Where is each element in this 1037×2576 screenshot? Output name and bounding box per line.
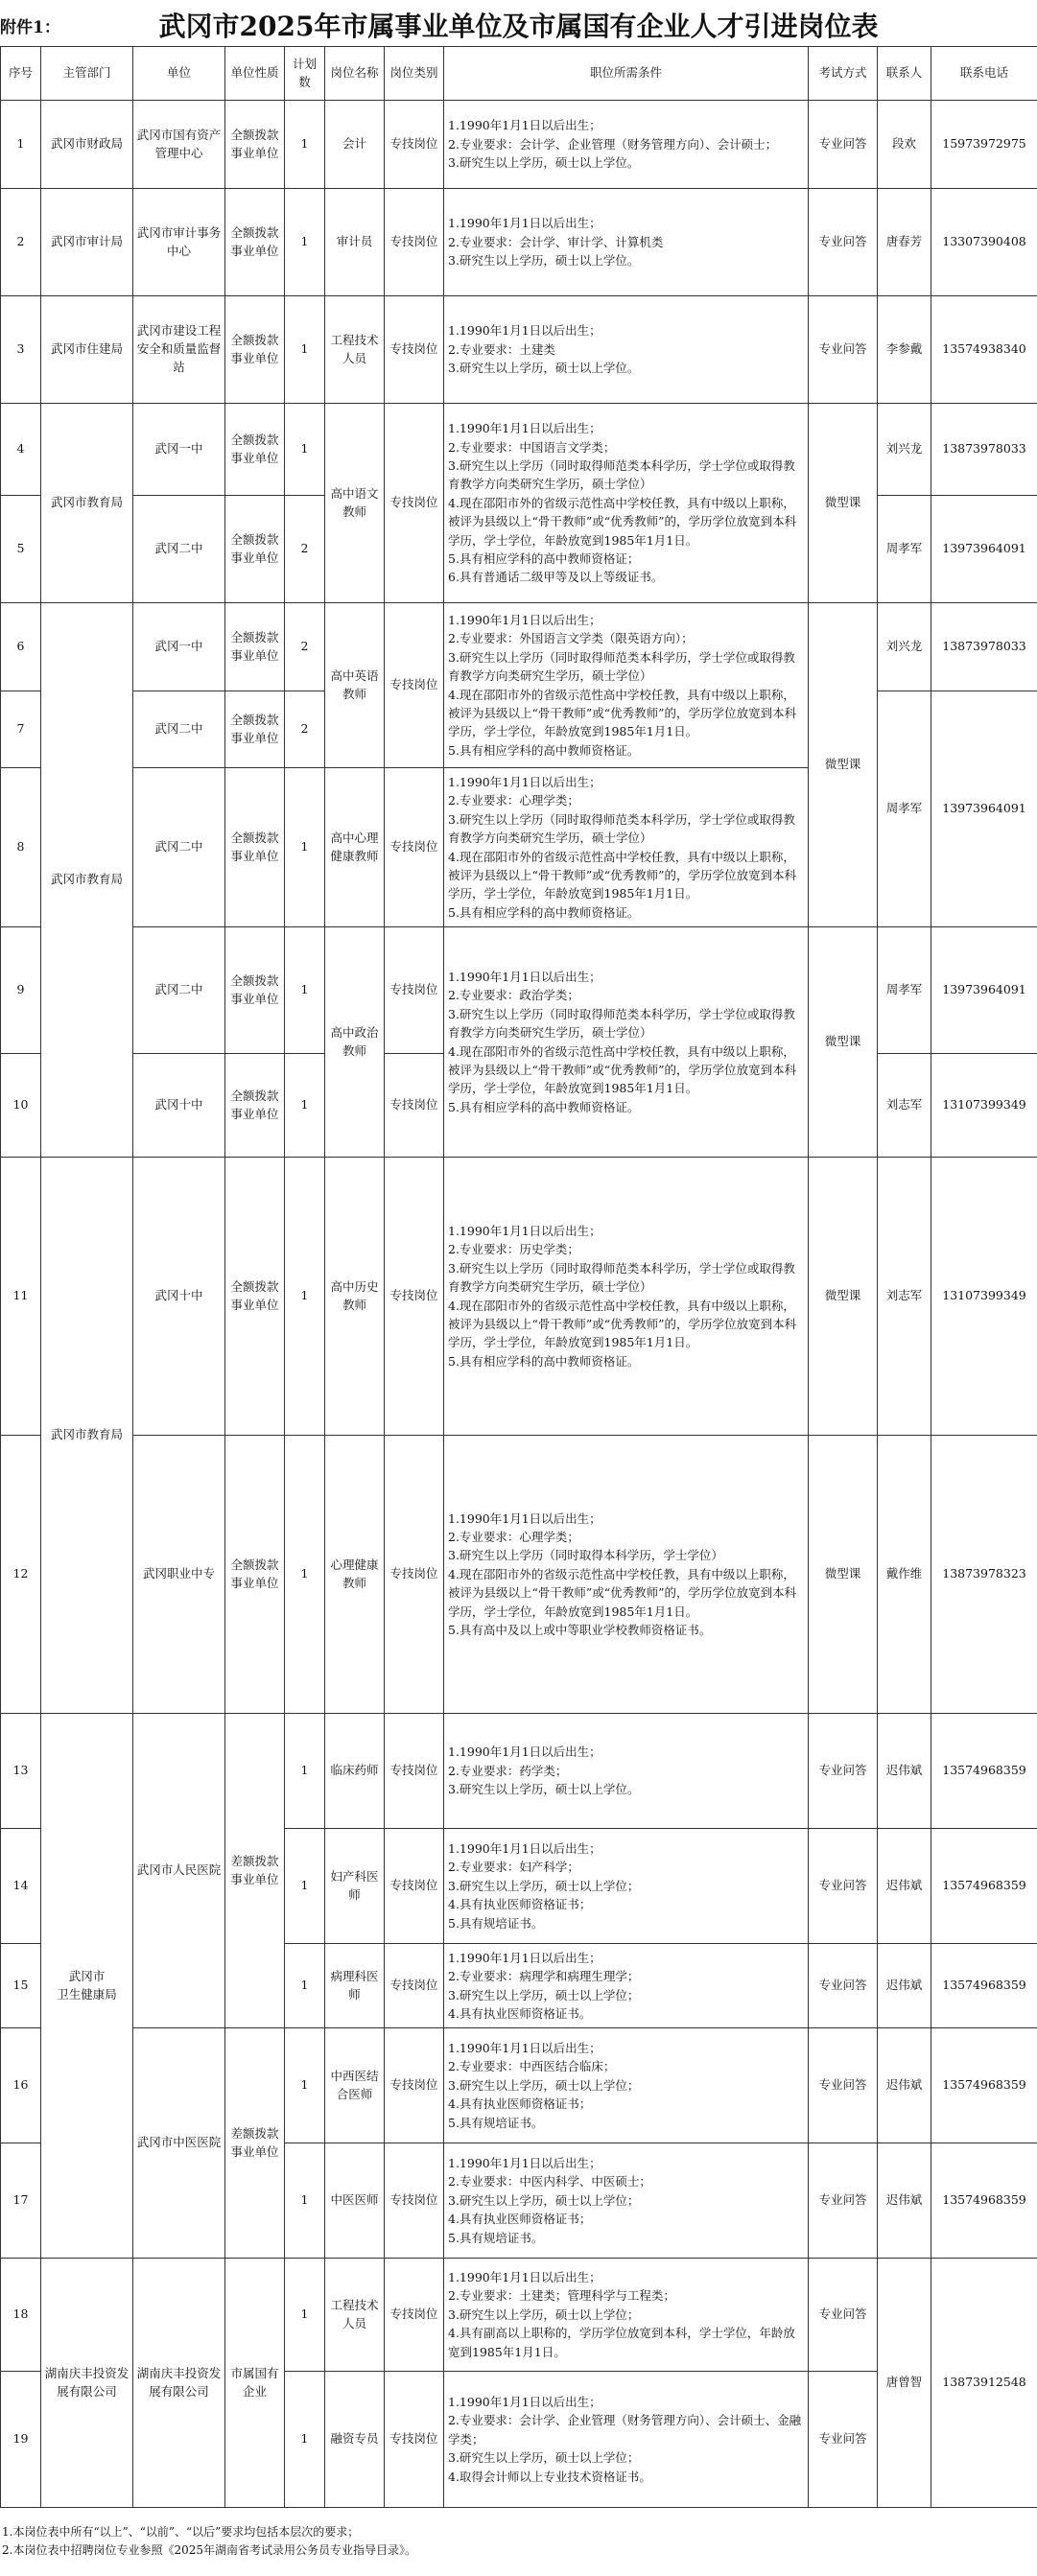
condition-line: 2.专业要求：会计学、企业管理（财务管理方向）、会计硕士、金融学类； bbox=[448, 2413, 802, 2447]
contact-cell: 迟伟斌 bbox=[878, 1944, 931, 2028]
seq-cell: 5 bbox=[1, 496, 41, 603]
dept-cell: 湖南庆丰投资发展有限公司 bbox=[41, 2259, 133, 2508]
post-type-cell: 专技岗位 bbox=[385, 2028, 444, 2143]
phone-cell: 13107399349 bbox=[931, 1158, 1037, 1436]
condition-line: 4.现在邵阳市外的省级示范性高中学校任教，具有中级以上职称，被评为县级以上“骨干教师”或“优秀教师”的，学历学位放宽到本科学历，学士学位，年龄放宽到1985年1月1日。 bbox=[448, 1566, 797, 1619]
post-type-cell: 专技岗位 bbox=[385, 1054, 444, 1158]
contact-cell: 迟伟斌 bbox=[878, 2028, 931, 2143]
condition-line: 4.现在邵阳市外的省级示范性高中学校任教，具有中级以上职称，被评为县级以上“骨干教师”或“优秀教师”的，学历学位放宽到本科学历，学士学位，年龄放宽到1985年1月1日。 bbox=[448, 1298, 797, 1350]
seq-cell: 7 bbox=[1, 691, 41, 768]
unit-cell: 武冈二中 bbox=[133, 927, 225, 1054]
unit-cell: 武冈二中 bbox=[133, 691, 225, 768]
seq-cell: 16 bbox=[1, 2028, 41, 2143]
post-type-cell: 专技岗位 bbox=[385, 2259, 444, 2372]
unit-cell: 湖南庆丰投资发展有限公司 bbox=[133, 2259, 225, 2508]
page-title: 武冈市2025年市属事业单位及市属国有企业人才引进岗位表 bbox=[158, 11, 879, 42]
phone-cell: 13873912548 bbox=[931, 2259, 1037, 2508]
post-name-cell: 高中历史教师 bbox=[325, 1158, 385, 1436]
plan-cell: 1 bbox=[285, 1158, 325, 1436]
seq-cell: 10 bbox=[1, 1054, 41, 1158]
phone-cell: 13574968359 bbox=[931, 1944, 1037, 2028]
condition-line: 3.研究生以上学历，硕士以上学位； bbox=[448, 1878, 640, 1893]
exam-cell: 专业问答 bbox=[809, 2028, 878, 2143]
condition-line: 3.研究生以上学历，硕士以上学位； bbox=[448, 2077, 640, 2093]
conditions-cell bbox=[444, 1158, 809, 1436]
contact-cell: 周孝军 bbox=[878, 927, 931, 1054]
table-row bbox=[1, 2259, 1037, 2372]
condition-line: 2.专业要求：政治学类； bbox=[448, 988, 579, 1003]
table-row bbox=[1, 1714, 1037, 1829]
condition-line: 3.研究生以上学历，硕士以上学位。 bbox=[448, 253, 640, 269]
table-row bbox=[1, 404, 1037, 496]
phone-cell: 13574968359 bbox=[931, 2143, 1037, 2259]
table-row bbox=[1, 1158, 1037, 1436]
contact-cell: 刘志军 bbox=[878, 1054, 931, 1158]
post-name-cell: 审计员 bbox=[325, 189, 385, 296]
conditions-cell bbox=[444, 1436, 809, 1714]
condition-line: 5.具有高中及以上或中等职业学校教师资格证书。 bbox=[448, 1622, 712, 1637]
condition-line: 3.研究生以上学历，硕士以上学位； bbox=[448, 2192, 640, 2208]
unit-cell: 武冈市建设工程安全和质量监督站 bbox=[133, 296, 225, 404]
nature-cell: 全额拨款事业单位 bbox=[225, 189, 285, 296]
contact-cell: 迟伟斌 bbox=[878, 1829, 931, 1944]
condition-line: 3.研究生以上学历，硕士以上学位； bbox=[448, 2307, 640, 2322]
condition-line: 3.研究生以上学历（同时取得师范类本科学历，学士学位或取得教育教学方向类研究生学历，硕士学位） bbox=[448, 811, 795, 846]
table-row bbox=[1, 2028, 1037, 2143]
seq-cell: 4 bbox=[1, 404, 41, 496]
post-type-cell: 专技岗位 bbox=[385, 2143, 444, 2259]
phone-cell: 13973964091 bbox=[931, 496, 1037, 603]
unit-cell: 武冈职业中专 bbox=[133, 1436, 225, 1714]
footnote: 1.本岗位表中所有“以上”、“以前”、“以后”要求均包括本层次的要求； bbox=[2, 2525, 360, 2539]
unit-cell: 武冈十中 bbox=[133, 1054, 225, 1158]
condition-line: 3.研究生以上学历，硕士以上学位； bbox=[448, 1987, 640, 2002]
phone-cell: 13574968359 bbox=[931, 2028, 1037, 2143]
nature-cell: 全额拨款事业单位 bbox=[225, 404, 285, 496]
contact-cell: 迟伟斌 bbox=[878, 1714, 931, 1829]
condition-line: 3.研究生以上学历（同时取得师范类本科学历，学士学位或取得教育教学方向类研究生学历，硕士学位） bbox=[448, 1260, 795, 1295]
condition-line: 6.具有普通话二级甲等及以上等级证书。 bbox=[448, 570, 664, 585]
condition-line: 2.专业要求：中医内科学、中医硕士； bbox=[448, 2174, 651, 2190]
condition-line: 1.1990年1月1日以后出生； bbox=[448, 1745, 601, 1760]
nature-cell: 全额拨款事业单位 bbox=[225, 691, 285, 768]
header-nature: 单位性质 bbox=[225, 47, 285, 101]
condition-line: 2.专业要求：药学类； bbox=[448, 1763, 568, 1778]
condition-line: 4.具有执业医师资格证书。 bbox=[448, 2005, 592, 2021]
contact-cell: 唐曾智 bbox=[878, 2259, 931, 2508]
post-name-cell: 高中心理健康教师 bbox=[325, 768, 385, 927]
condition-line: 2.专业要求：历史学类； bbox=[448, 1242, 579, 1257]
contact-cell: 刘志军 bbox=[878, 1158, 931, 1436]
phone-cell: 13973964091 bbox=[931, 691, 1037, 927]
conditions-cell bbox=[444, 1829, 809, 1944]
condition-line: 2.专业要求：心理学类； bbox=[448, 793, 579, 808]
post-name-cell: 高中英语教师 bbox=[325, 603, 385, 768]
footnote: 2.本岗位表中招聘岗位专业参照《2025年湖南省考试录用公务员专业指导目录》。 bbox=[2, 2542, 416, 2557]
exam-cell: 专业问答 bbox=[809, 2259, 878, 2372]
dept-cell: 武冈市财政局 bbox=[41, 101, 133, 189]
phone-cell: 13574968359 bbox=[931, 1714, 1037, 1829]
condition-line: 5.具有相应学科的高中教师资格证； bbox=[448, 550, 640, 566]
plan-cell: 1 bbox=[285, 296, 325, 404]
post-type-cell: 专技岗位 bbox=[385, 296, 444, 404]
nature-cell: 差额拨款事业单位 bbox=[225, 2028, 285, 2259]
condition-line: 4.取得会计师以上专业技术资格证书。 bbox=[448, 2469, 651, 2484]
post-name-cell: 融资专员 bbox=[325, 2372, 385, 2508]
post-name-cell: 工程技术人员 bbox=[325, 296, 385, 404]
condition-line: 3.研究生以上学历（同时取得师范类本科学历，学士学位或取得教育教学方向类研究生学历，硕士学位） bbox=[448, 1006, 795, 1041]
seq-cell: 11 bbox=[1, 1158, 41, 1436]
contact-cell: 周孝军 bbox=[878, 691, 931, 927]
exam-cell: 专业问答 bbox=[809, 189, 878, 296]
phone-cell: 13574938340 bbox=[931, 296, 1037, 404]
nature-cell: 市属国有企业 bbox=[225, 2259, 285, 2508]
contact-cell: 戴作维 bbox=[878, 1436, 931, 1714]
condition-line: 5.具有规培证书。 bbox=[448, 2230, 544, 2245]
unit-cell: 武冈一中 bbox=[133, 603, 225, 691]
header-phone: 联系电话 bbox=[931, 47, 1037, 101]
phone-cell: 13973964091 bbox=[931, 927, 1037, 1054]
plan-cell: 2 bbox=[285, 603, 325, 691]
condition-line: 4.具有执业医师资格证书； bbox=[448, 2096, 592, 2112]
nature-cell: 全额拨款事业单位 bbox=[225, 1158, 285, 1436]
contact-cell: 唐春芳 bbox=[878, 189, 931, 296]
dept-cell: 武冈市教育局 bbox=[41, 1158, 133, 1714]
plan-cell: 1 bbox=[285, 1714, 325, 1829]
seq-cell: 15 bbox=[1, 1944, 41, 2028]
condition-line: 2.专业要求：中西医结合临床； bbox=[448, 2059, 616, 2074]
seq-cell: 18 bbox=[1, 2259, 41, 2372]
post-type-cell: 专技岗位 bbox=[385, 404, 444, 603]
conditions-cell bbox=[444, 1714, 809, 1829]
condition-line: 2.专业要求：病理学和病理生理学； bbox=[448, 1969, 640, 1984]
plan-cell: 2 bbox=[285, 496, 325, 603]
dept-cell: 武冈市住建局 bbox=[41, 296, 133, 404]
conditions-cell bbox=[444, 1944, 809, 2028]
positions-table bbox=[0, 46, 1037, 2508]
exam-cell: 专业问答 bbox=[809, 296, 878, 404]
plan-cell: 1 bbox=[285, 2372, 325, 2508]
conditions-cell bbox=[444, 189, 809, 296]
condition-line: 4.具有执业医师资格证书； bbox=[448, 2212, 592, 2227]
plan-cell: 1 bbox=[285, 2143, 325, 2259]
nature-cell: 全额拨款事业单位 bbox=[225, 496, 285, 603]
seq-cell: 19 bbox=[1, 2372, 41, 2508]
header-exam: 考试方式 bbox=[809, 47, 878, 101]
exam-cell: 微型课 bbox=[809, 927, 878, 1158]
phone-cell: 13873978323 bbox=[931, 1436, 1037, 1714]
exam-cell: 专业问答 bbox=[809, 1829, 878, 1944]
plan-cell: 1 bbox=[285, 1054, 325, 1158]
seq-cell: 1 bbox=[1, 101, 41, 189]
unit-cell: 武冈市人民医院 bbox=[133, 1714, 225, 2028]
phone-cell: 13873978033 bbox=[931, 603, 1037, 691]
post-name-cell: 高中政治教师 bbox=[325, 927, 385, 1158]
plan-cell: 1 bbox=[285, 1829, 325, 1944]
condition-line: 1.1990年1月1日以后出生； bbox=[448, 1510, 601, 1526]
contact-cell: 刘兴龙 bbox=[878, 603, 931, 691]
post-name-cell: 临床药师 bbox=[325, 1714, 385, 1829]
post-name-cell: 工程技术人员 bbox=[325, 2259, 385, 2372]
condition-line: 2.专业要求：妇产科学； bbox=[448, 1860, 579, 1875]
plan-cell: 1 bbox=[285, 1436, 325, 1714]
condition-line: 1.1990年1月1日以后出生； bbox=[448, 1224, 601, 1238]
post-type-cell: 专技岗位 bbox=[385, 1436, 444, 1714]
post-name-cell: 高中语文教师 bbox=[325, 404, 385, 603]
seq-cell: 3 bbox=[1, 296, 41, 404]
condition-line: 2.专业要求：土建类；管理科学与工程类； bbox=[448, 2288, 675, 2304]
condition-line: 2.专业要求：心理学类； bbox=[448, 1530, 579, 1545]
exam-cell: 微型课 bbox=[809, 1158, 878, 1436]
nature-cell: 全额拨款事业单位 bbox=[225, 768, 285, 927]
post-type-cell: 专技岗位 bbox=[385, 2372, 444, 2508]
unit-cell: 武冈市中医医院 bbox=[133, 2028, 225, 2259]
dept-cell: 武冈市审计局 bbox=[41, 189, 133, 296]
condition-line: 5.具有相应学科的高中教师资格证。 bbox=[448, 742, 640, 758]
exam-cell: 专业问答 bbox=[809, 101, 878, 189]
unit-cell: 武冈二中 bbox=[133, 768, 225, 927]
seq-cell: 14 bbox=[1, 1829, 41, 1944]
condition-line: 3.研究生以上学历（同时取得师范类本科学历，学士学位或取得教育教学方向类研究生学历，硕士学位） bbox=[448, 649, 795, 684]
conditions-cell bbox=[444, 296, 809, 404]
condition-line: 1.1990年1月1日以后出生； bbox=[448, 421, 601, 436]
post-type-cell: 专技岗位 bbox=[385, 1714, 444, 1829]
condition-line: 3.研究生以上学历（同时取得本科学历，学士学位） bbox=[448, 1548, 723, 1563]
header-post-name: 岗位名称 bbox=[325, 47, 385, 101]
condition-line: 5.具有相应学科的高中教师资格证。 bbox=[448, 1353, 640, 1369]
condition-line: 5.具有相应学科的高中教师资格证。 bbox=[448, 1099, 640, 1114]
exam-cell: 微型课 bbox=[809, 1436, 878, 1714]
plan-cell: 1 bbox=[285, 101, 325, 189]
header-row bbox=[1, 47, 1037, 101]
condition-line: 3.研究生以上学历，硕士以上学位。 bbox=[448, 1782, 640, 1797]
nature-cell: 全额拨款事业单位 bbox=[225, 603, 285, 691]
conditions-cell bbox=[444, 2372, 809, 2508]
condition-line: 3.研究生以上学历，硕士以上学位； bbox=[448, 2450, 640, 2466]
condition-line: 1.1990年1月1日以后出生； bbox=[448, 2395, 601, 2410]
conditions-cell bbox=[444, 2259, 809, 2372]
phone-cell: 15973972975 bbox=[931, 101, 1037, 189]
table-row bbox=[1, 603, 1037, 691]
post-name-cell: 中医医师 bbox=[325, 2143, 385, 2259]
seq-cell: 9 bbox=[1, 927, 41, 1054]
post-name-cell: 中西医结合医师 bbox=[325, 2028, 385, 2143]
footnotes bbox=[2, 2523, 416, 2559]
post-name-cell: 心理健康教师 bbox=[325, 1436, 385, 1714]
seq-cell: 8 bbox=[1, 768, 41, 927]
conditions-cell bbox=[444, 603, 809, 768]
header-plan: 计划数 bbox=[285, 47, 325, 101]
nature-cell: 全额拨款事业单位 bbox=[225, 1436, 285, 1714]
condition-line: 2.专业要求：会计学、企业管理（财务管理方向）、会计硕士； bbox=[448, 136, 778, 152]
nature-cell: 全额拨款事业单位 bbox=[225, 296, 285, 404]
page-header bbox=[0, 0, 1037, 46]
table-row bbox=[1, 927, 1037, 1054]
post-type-cell: 专技岗位 bbox=[385, 1829, 444, 1944]
condition-line: 1.1990年1月1日以后出生； bbox=[448, 2041, 601, 2056]
condition-line: 3.研究生以上学历，硕士以上学位。 bbox=[448, 361, 640, 376]
condition-line: 3.研究生以上学历，硕士以上学位。 bbox=[448, 155, 640, 171]
post-type-cell: 专技岗位 bbox=[385, 1944, 444, 2028]
plan-cell: 1 bbox=[285, 189, 325, 296]
unit-cell: 武冈十中 bbox=[133, 1158, 225, 1436]
condition-line: 2.专业要求：土建类 bbox=[448, 341, 555, 357]
condition-line: 1.1990年1月1日以后出生； bbox=[448, 1950, 601, 1965]
condition-line: 2.专业要求：外国语言文学类（限英语方向）； bbox=[448, 631, 694, 646]
dept-cell: 武冈市教育局 bbox=[41, 404, 133, 603]
post-name-cell: 病理科医师 bbox=[325, 1944, 385, 2028]
condition-line: 5.具有相应学科的高中教师资格证。 bbox=[448, 904, 640, 920]
table-row bbox=[1, 296, 1037, 404]
post-type-cell: 专技岗位 bbox=[385, 768, 444, 927]
unit-cell: 武冈二中 bbox=[133, 496, 225, 603]
dept-cell: 武冈市 卫生健康局 bbox=[41, 1714, 133, 2259]
plan-cell: 1 bbox=[285, 1944, 325, 2028]
conditions-cell bbox=[444, 404, 809, 603]
condition-line: 4.现在邵阳市外的省级示范性高中学校任教，具有中级以上职称，被评为县级以上“骨干教师”或“优秀教师”的，学历学位放宽到本科学历，学士学位，年龄放宽到1985年1月1日。 bbox=[448, 687, 797, 739]
table-row bbox=[1, 1436, 1037, 1714]
condition-line: 1.1990年1月1日以后出生； bbox=[448, 323, 601, 339]
exam-cell: 专业问答 bbox=[809, 2143, 878, 2259]
conditions-cell bbox=[444, 2028, 809, 2143]
condition-line: 4.现在邵阳市外的省级示范性高中学校任教，具有中级以上职称，被评为县级以上“骨干教师”或“优秀教师”的，学历学位放宽到本科学历，学士学位，年龄放宽到1985年1月1日。 bbox=[448, 1043, 797, 1096]
post-type-cell: 专技岗位 bbox=[385, 101, 444, 189]
condition-line: 4.现在邵阳市外的省级示范性高中学校任教，具有中级以上职称，被评为县级以上“骨干教师”或“优秀教师”的，学历学位放宽到本科学历，学士学位，年龄放宽到1985年1月1日。 bbox=[448, 849, 797, 902]
post-name-cell: 会计 bbox=[325, 101, 385, 189]
seq-cell: 2 bbox=[1, 189, 41, 296]
phone-cell: 13307390408 bbox=[931, 189, 1037, 296]
dept-cell: 武冈市教育局 bbox=[41, 603, 133, 1158]
nature-cell: 全额拨款事业单位 bbox=[225, 927, 285, 1054]
conditions-cell bbox=[444, 927, 809, 1158]
phone-cell: 13873978033 bbox=[931, 404, 1037, 496]
condition-line: 1.1990年1月1日以后出生； bbox=[448, 613, 601, 627]
post-type-cell: 专技岗位 bbox=[385, 603, 444, 768]
contact-cell: 周孝军 bbox=[878, 496, 931, 603]
seq-cell: 12 bbox=[1, 1436, 41, 1714]
plan-cell: 1 bbox=[285, 2028, 325, 2143]
condition-line: 3.研究生以上学历（同时取得师范类本科学历，学士学位或取得教育教学方向类研究生学历，硕士学位） bbox=[448, 458, 795, 492]
table-row bbox=[1, 101, 1037, 189]
exam-cell: 专业问答 bbox=[809, 2372, 878, 2508]
plan-cell: 1 bbox=[285, 768, 325, 927]
condition-line: 2.专业要求：会计学、审计学、计算机类 bbox=[448, 234, 664, 249]
exam-cell: 微型课 bbox=[809, 603, 878, 927]
condition-line: 5.具有规培证书。 bbox=[448, 1915, 544, 1931]
condition-line: 1.1990年1月1日以后出生； bbox=[448, 216, 601, 231]
header-post-type: 岗位类别 bbox=[385, 47, 444, 101]
condition-line: 1.1990年1月1日以后出生； bbox=[448, 2270, 601, 2285]
nature-cell: 差额拨款事业单位 bbox=[225, 1714, 285, 2028]
condition-line: 1.1990年1月1日以后出生； bbox=[448, 2156, 601, 2171]
table-row bbox=[1, 189, 1037, 296]
phone-cell: 13107399349 bbox=[931, 1054, 1037, 1158]
header-unit: 单位 bbox=[133, 47, 225, 101]
contact-cell: 段欢 bbox=[878, 101, 931, 189]
condition-line: 1.1990年1月1日以后出生； bbox=[448, 775, 601, 789]
exam-cell: 微型课 bbox=[809, 404, 878, 603]
contact-cell: 迟伟斌 bbox=[878, 2143, 931, 2259]
header-contact: 联系人 bbox=[878, 47, 931, 101]
exam-cell: 专业问答 bbox=[809, 1944, 878, 2028]
seq-cell: 6 bbox=[1, 603, 41, 691]
header-seq: 序号 bbox=[1, 47, 41, 101]
contact-cell: 刘兴龙 bbox=[878, 404, 931, 496]
seq-cell: 17 bbox=[1, 2143, 41, 2259]
unit-cell: 武冈一中 bbox=[133, 404, 225, 496]
condition-line: 1.1990年1月1日以后出生； bbox=[448, 1841, 601, 1857]
conditions-cell bbox=[444, 2143, 809, 2259]
condition-line: 5.具有规培证书。 bbox=[448, 2115, 544, 2130]
plan-cell: 1 bbox=[285, 404, 325, 496]
contact-cell: 李参戴 bbox=[878, 296, 931, 404]
seq-cell: 13 bbox=[1, 1714, 41, 1829]
condition-line: 2.专业要求：中国语言文学类； bbox=[448, 439, 616, 455]
condition-line: 4.具有执业医师资格证书； bbox=[448, 1897, 592, 1912]
plan-cell: 2 bbox=[285, 691, 325, 768]
phone-cell: 13574968359 bbox=[931, 1829, 1037, 1944]
attachment-label: 附件1： bbox=[0, 18, 60, 37]
condition-line: 4.现在邵阳市外的省级示范性高中学校任教，具有中级以上职称，被评为县级以上“骨干教师”或“优秀教师”的，学历学位放宽到本科学历，学士学位，年龄放宽到1985年1月1日。 bbox=[448, 495, 797, 548]
unit-cell: 武冈市审计事务中心 bbox=[133, 189, 225, 296]
unit-cell: 武冈市国有资产管理中心 bbox=[133, 101, 225, 189]
condition-line: 4.具有副高以上职称的，学历学位放宽到本科，学士学位，年龄放宽到1985年1月1日。 bbox=[448, 2326, 795, 2359]
post-type-cell: 专技岗位 bbox=[385, 1158, 444, 1436]
plan-cell: 1 bbox=[285, 927, 325, 1054]
post-type-cell: 专技岗位 bbox=[385, 927, 444, 1054]
header-dept: 主管部门 bbox=[41, 47, 133, 101]
exam-cell: 专业问答 bbox=[809, 1714, 878, 1829]
nature-cell: 全额拨款事业单位 bbox=[225, 1054, 285, 1158]
plan-cell: 1 bbox=[285, 2259, 325, 2372]
post-type-cell: 专技岗位 bbox=[385, 189, 444, 296]
conditions-cell bbox=[444, 101, 809, 189]
conditions-cell bbox=[444, 768, 809, 927]
header-conditions: 职位所需条件 bbox=[444, 47, 809, 101]
condition-line: 1.1990年1月1日以后出生； bbox=[448, 970, 601, 984]
condition-line: 1.1990年1月1日以后出生； bbox=[448, 118, 601, 133]
nature-cell: 全额拨款事业单位 bbox=[225, 101, 285, 189]
post-name-cell: 妇产科医师 bbox=[325, 1829, 385, 1944]
